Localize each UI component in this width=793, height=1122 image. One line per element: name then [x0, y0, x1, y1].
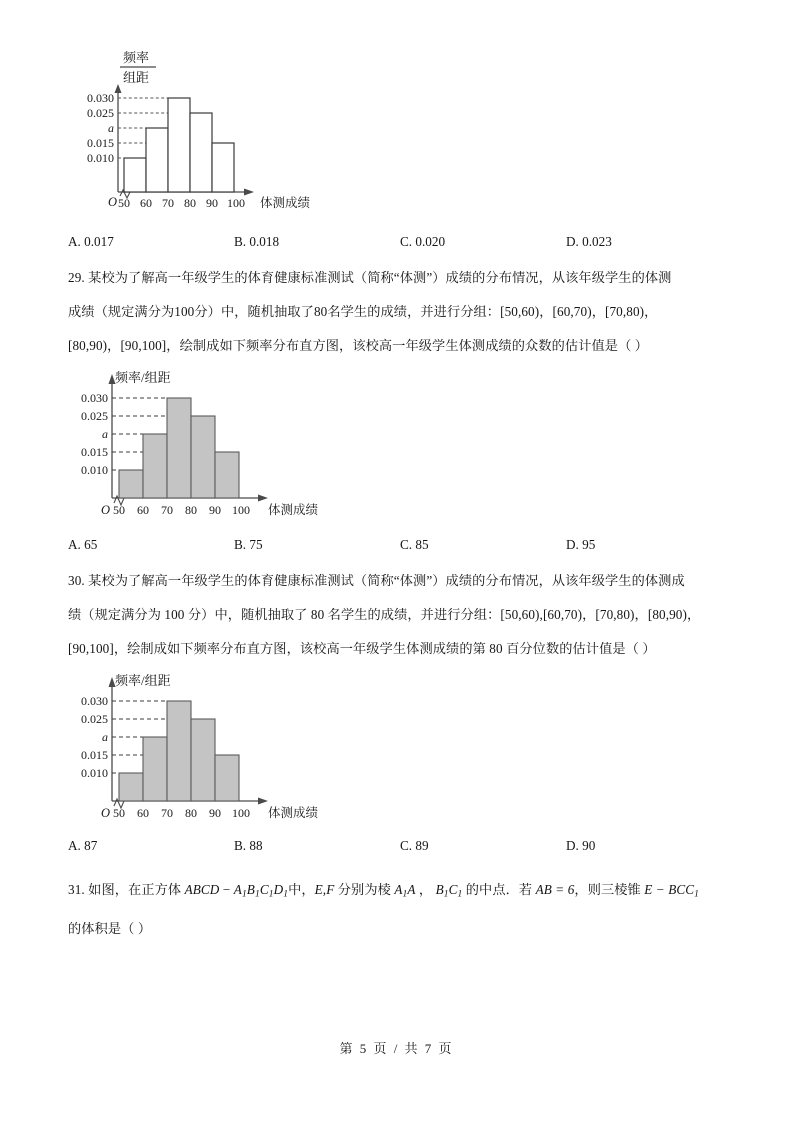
question30-line-2: 绩（规定满分为 100 分）中，随机抽取了 80 名学生的成绩，并进行分组：[50,60),[60,70)，[70,80)，[80,90)， [68, 607, 701, 622]
option-b[interactable]: B. 0.018 [234, 234, 280, 249]
q31-mid-4: ，则三棱锥 [574, 882, 645, 897]
q31-sub-2: 1 [254, 889, 260, 900]
x-tick-label-0: 50 [113, 503, 125, 517]
y-axis-label: 频率/组距 [115, 673, 171, 688]
q31-sub-3: 1 [268, 889, 274, 900]
question31-line-2: 的体积是（ ） [68, 920, 152, 936]
x-tick-label-4: 90 [209, 806, 221, 820]
q31-prefix: 31. 如图，在正方体 [68, 882, 185, 897]
bar-50-60 [119, 773, 143, 801]
x-axis-title: 体测成绩 [268, 503, 319, 517]
bar-50-60 [124, 158, 146, 192]
bar-70-80 [167, 398, 191, 498]
q31-cube-d1: D [273, 882, 284, 897]
q31-cube-abcd: ABCD [184, 882, 220, 897]
y-tick-label-1: 0.025 [81, 409, 108, 423]
histogram-figure-28 [68, 40, 740, 225]
option-b[interactable]: B. 88 [234, 838, 263, 853]
q31-cube-b1: B [246, 882, 255, 897]
question30-options [68, 833, 740, 859]
bar-70-80 [167, 701, 191, 801]
bar-60-70 [143, 434, 167, 498]
x-tick-label-4: 90 [209, 503, 221, 517]
question29-line-3: [80,90)，[90,100]，绘制成如下频率分布直方图，该校高一年级学生体测成绩的众数的估计值是（ ） [68, 338, 649, 353]
x-tick-label-3: 80 [184, 196, 196, 210]
histogram-chart-30 [68, 668, 398, 833]
q31-sub-1: 1 [241, 889, 247, 900]
bar-90-100 [212, 143, 234, 192]
y-tick-label-3: 0.015 [81, 445, 108, 459]
q31-edge2-sub2: 1 [457, 889, 463, 900]
y-tick-label-2: a [102, 427, 108, 441]
question30-line-1: 30. 某校为了解高一年级学生的体育健康标准测试（简称“体测”）成绩的分布情况，从该年级学生的体测成 [68, 573, 685, 588]
x-tick-label-4: 90 [206, 196, 218, 210]
bar-90-100 [215, 452, 239, 498]
question29-line-1: 29. 某校为了解高一年级学生的体育健康标准测试（简称“体测”）成绩的分布情况，从该年级学生的体测 [68, 270, 672, 285]
q31-mid-3: 的中点．若 [462, 882, 536, 897]
x-tick-label-3: 80 [185, 806, 197, 820]
q31-points-ef: E,F [314, 882, 335, 897]
option-a[interactable]: A. 87 [68, 838, 98, 853]
x-tick-label-5: 100 [232, 806, 250, 820]
q31-cube-a1: A [233, 882, 242, 897]
y-tick-label-4: 0.010 [81, 766, 108, 780]
option-d[interactable]: D. 90 [566, 838, 596, 853]
question31-line-1 [68, 873, 740, 912]
option-d[interactable]: D. 95 [566, 537, 596, 552]
x-tick-label-2: 70 [161, 503, 173, 517]
histogram-chart-28 [68, 40, 368, 225]
origin-label: O [108, 195, 118, 209]
q31-sub-4: 1 [283, 889, 289, 900]
q31-edge2-sub1: 1 [443, 889, 449, 900]
x-tick-label-3: 80 [185, 503, 197, 517]
q31-comma: ， [415, 882, 436, 897]
bar-80-90 [191, 416, 215, 498]
bar-60-70 [146, 128, 168, 192]
x-tick-label-5: 100 [227, 196, 245, 210]
y-tick-label-1: 0.025 [81, 712, 108, 726]
y-axis-label: 频率/组距 [115, 370, 171, 385]
x-axis-arrow [258, 798, 268, 805]
x-tick-label-1: 60 [137, 806, 149, 820]
y-tick-label-0: 0.030 [81, 391, 108, 405]
q31-cone-sub: 1 [694, 889, 700, 900]
q31-dash: − [219, 882, 234, 897]
y-tick-label-3: 0.015 [87, 136, 114, 150]
x-tick-label-1: 60 [140, 196, 152, 210]
option-c[interactable]: C. 85 [400, 537, 429, 552]
x-tick-label-5: 100 [232, 503, 250, 517]
q31-edge1-b: A [407, 882, 416, 897]
x-axis-arrow [244, 189, 254, 196]
q31-edge2-c: C [448, 882, 458, 897]
x-tick-label-2: 70 [161, 806, 173, 820]
option-d[interactable]: D. 0.023 [566, 234, 612, 249]
q31-ab-value: AB = 6 [535, 882, 575, 897]
y-tick-label-2: a [102, 730, 108, 744]
q31-mid-1: 中， [288, 882, 315, 897]
question30-line-3: [90,100]，绘制成如下频率分布直方图，该校高一年级学生体测成绩的第 80 百分位数的估计值是（ ） [68, 641, 656, 656]
x-tick-label-0: 50 [118, 196, 130, 210]
y-tick-label-2: a [108, 121, 114, 135]
origin-label: O [101, 806, 111, 820]
page-footer: 第 5 页 / 共 7 页 [339, 1041, 454, 1056]
x-tick-label-0: 50 [113, 806, 125, 820]
bar-90-100 [215, 755, 239, 801]
x-tick-label-2: 70 [162, 196, 174, 210]
bar-80-90 [191, 719, 215, 801]
y-tick-label-1: 0.025 [87, 106, 114, 120]
question28-options [68, 229, 740, 255]
q31-mid-2: 分别为棱 [334, 882, 395, 897]
histogram-chart-29 [68, 365, 398, 530]
x-axis-title: 体测成绩 [260, 196, 311, 210]
bar-70-80 [168, 98, 190, 192]
y-tick-label-0: 0.030 [81, 694, 108, 708]
y-tick-label-4: 0.010 [87, 151, 114, 165]
q31-edge1-sub: 1 [402, 889, 408, 900]
y-tick-label-0: 0.030 [87, 91, 114, 105]
bar-50-60 [119, 470, 143, 498]
x-tick-label-1: 60 [137, 503, 149, 517]
option-a[interactable]: A. 65 [68, 537, 98, 552]
q31-edge1-a: A [394, 882, 403, 897]
option-c[interactable]: C. 0.020 [400, 234, 446, 249]
option-c[interactable]: C. 89 [400, 838, 429, 853]
q31-edge2-b: B [435, 882, 444, 897]
bar-60-70 [143, 737, 167, 801]
histogram-figure-30 [68, 668, 740, 833]
question29-line-2: 成绩（规定满分为100分）中，随机抽取了80名学生的成绩，并进行分组：[50,60)，[60,70)，[70,80)， [68, 304, 658, 319]
option-b[interactable]: B. 75 [234, 537, 263, 552]
page-content [68, 40, 740, 946]
y-tick-label-4: 0.010 [81, 463, 108, 477]
bar-80-90 [190, 113, 212, 192]
y-axis-label-numerator: 频率 [123, 50, 150, 65]
x-axis-arrow [258, 495, 268, 502]
y-tick-label-3: 0.015 [81, 748, 108, 762]
q31-cube-c1: C [259, 882, 269, 897]
origin-label: O [101, 503, 111, 517]
x-axis-title: 体测成绩 [268, 806, 319, 820]
q31-cone: E − BCC [644, 882, 695, 897]
y-axis-label-denominator: 组距 [123, 70, 150, 85]
question29-options [68, 532, 740, 558]
y-axis-arrow [115, 84, 122, 93]
histogram-figure-29 [68, 365, 740, 530]
option-a[interactable]: A. 0.017 [68, 234, 114, 249]
